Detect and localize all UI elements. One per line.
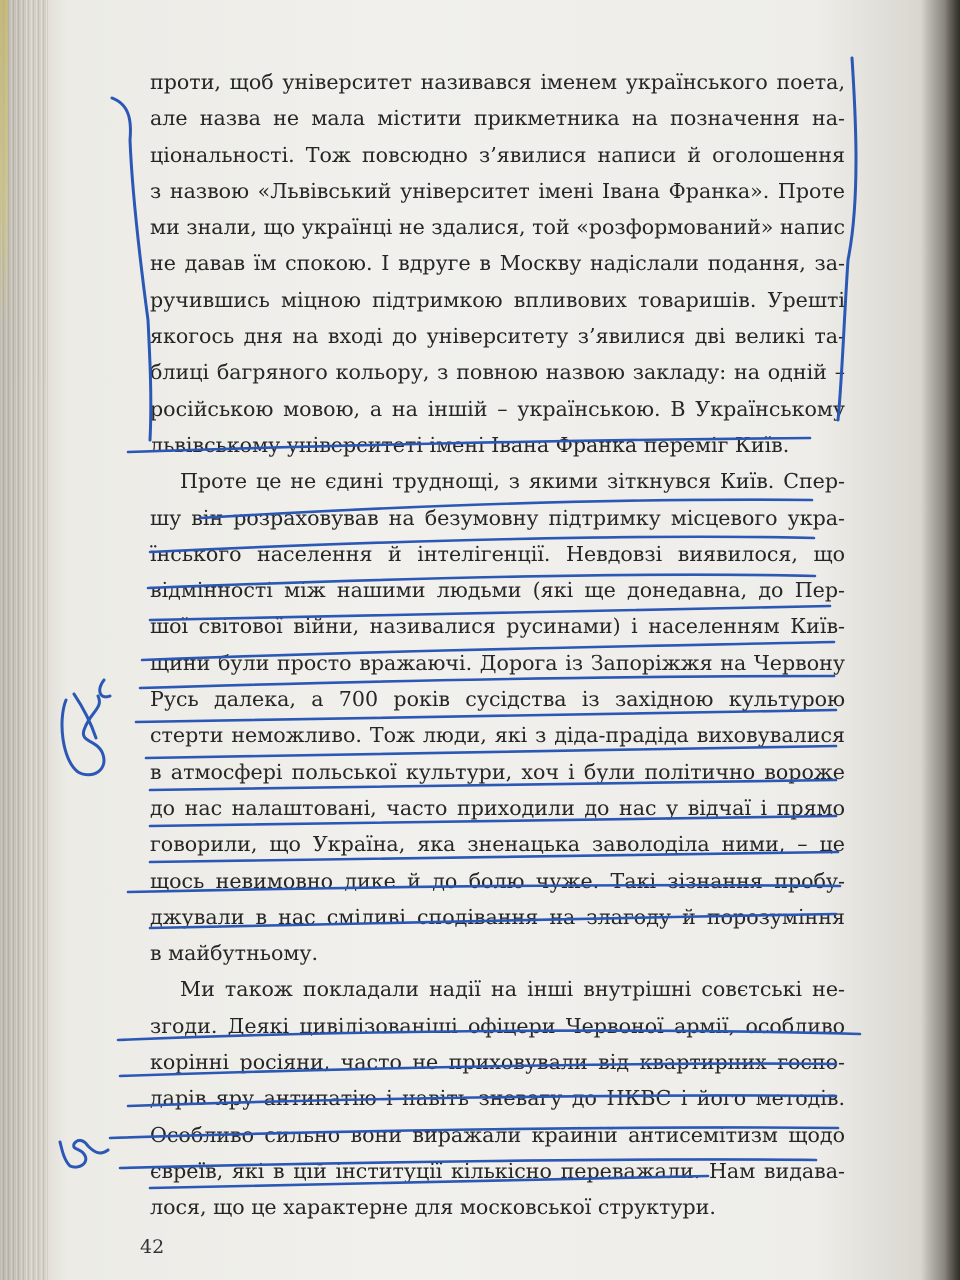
text-line: щось невимовно дике й до болю чуже. Такі зізнання пробу- (150, 868, 845, 893)
text-line: згоди. Деякі цивілізованіші офіцери Червоної армії, особливо (150, 1013, 845, 1038)
text-line: корінні росіяни, часто не приховували від квартирних госпо- (150, 1050, 845, 1075)
text-line: лося, що це характерне для московської структури. (150, 1195, 716, 1220)
text-line: шу він розраховував на безумовну підтримку місцевого укра- (150, 505, 845, 530)
text-line: але назва не мала містити прикметника на позначення на- (150, 106, 845, 131)
page-number: 42 (140, 1236, 165, 1258)
ink-margin-mark (60, 1140, 108, 1167)
text-line: проти, щоб університет називався іменем українського поета, (150, 70, 845, 94)
text-line: говорили, що Україна, яка зненацька заволоділа ними, – це (150, 832, 845, 857)
text-line: Проте це не єдині труднощі, з якими зіткнувся Київ. Спер- (180, 469, 845, 494)
body-text (150, 64, 845, 1226)
text-line: до нас налаштовані, часто приходили до нас у відчаї і прямо (150, 795, 845, 820)
text-line: ціональності. Тож повсюдно з’явилися написи й оголошення (150, 142, 845, 167)
text-line: їнського населення й інтелігенції. Невдовзі виявилося, що (150, 541, 845, 566)
ink-left-bracket (112, 98, 151, 440)
text-line: Ми також покладали надії на інші внутрішні совєтські не- (180, 977, 845, 1002)
text-line: якогось дня на вході до університету з’явилися дві великі та- (150, 324, 845, 349)
text-line: з назвою «Львівський університет імені Івана Франка». Проте (150, 178, 845, 203)
text-line: в атмосфері польської культури, хоч і були політично вороже (150, 759, 845, 784)
page-stack-edge (0, 0, 48, 1280)
text-line: в майбутньому. (150, 941, 319, 966)
text-line: не давав їм спокою. І вдруге в Москву надіслали подання, за- (150, 251, 845, 276)
text-line: євреїв, які в цій інституції кількісно переважали. Нам видава- (150, 1158, 845, 1183)
ink-margin-mark (62, 680, 110, 775)
text-line: ручившись міцною підтримкою впливових товаришів. Урешті (150, 287, 845, 312)
text-line: російською мовою, а на іншій – українською. В Українському (150, 396, 845, 421)
text-line: блиці багряного кольору, з повною назвою закладу: на одній – (150, 360, 845, 385)
text-line: джували в нас сміливі сподівання на злагоду й порозуміння (150, 904, 845, 929)
text-line: Особливо сильно вони виражали крайній антисемітизм щодо (150, 1122, 845, 1147)
text-line: стерти неможливо. Тож люди, які з діда-прадіда виховувалися (150, 723, 845, 748)
text-line: ми знали, що українці не здалися, той «розформований» напис (150, 215, 845, 240)
text-line: щини були просто вражаючі. Дорога із Запоріжжя на Червону (150, 650, 845, 675)
text-line: шої світової війни, називалися русинами) і населенням Київ- (150, 614, 845, 639)
text-line: Русь далека, а 700 років сусідства із західною культурою (150, 687, 845, 712)
text-line: відмінності між нашими людьми (які ще донедавна, до Пер- (150, 578, 845, 603)
text-line: дарів яру антипатію і навіть зневагу до НКВС і його методів. (150, 1086, 845, 1111)
text-line: львівському університеті імені Івана Франка переміг Київ. (150, 432, 790, 457)
binding-shadow (920, 0, 960, 1280)
